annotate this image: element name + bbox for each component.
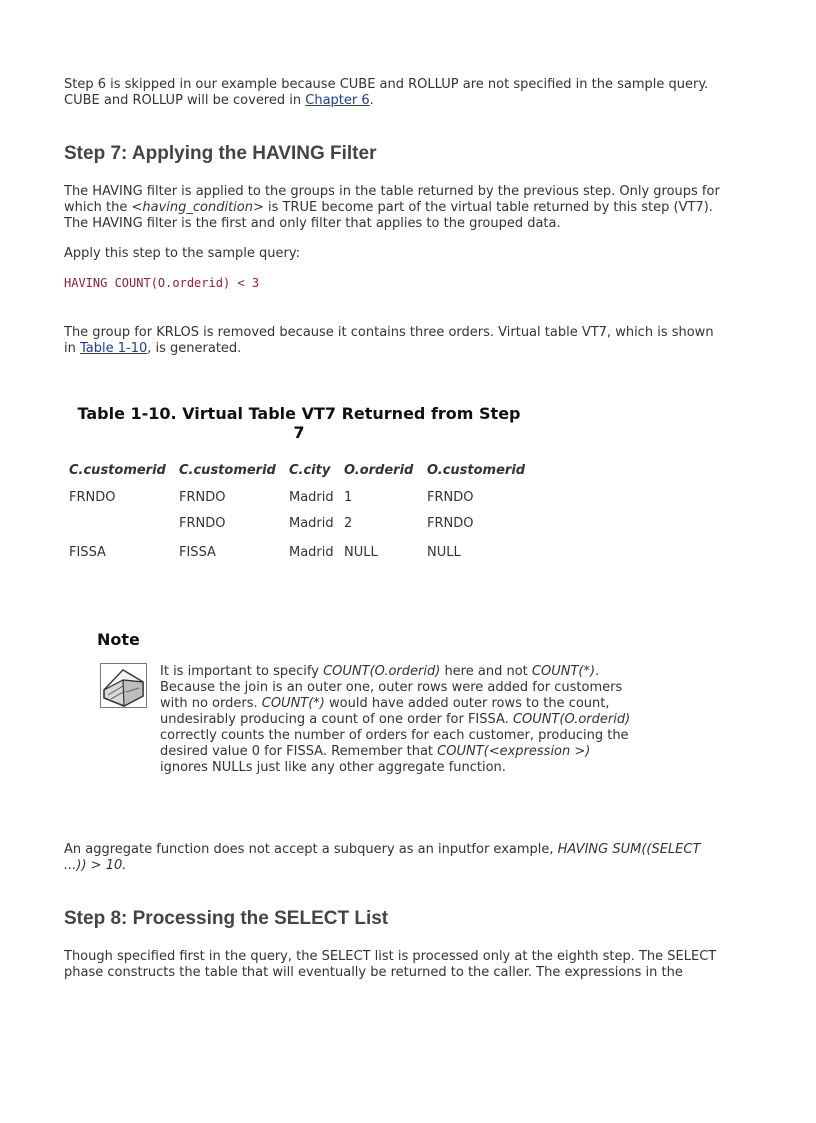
note-line-2: Because the join is an outer one, outer rows were added for customers: [160, 680, 623, 695]
step7-para1-line3: The HAVING filter is the first and only filter that applies to the grouped data.: [64, 216, 561, 231]
note-text: would have added outer rows to the count,: [324, 696, 610, 711]
intro-period: .: [369, 93, 374, 108]
aggregate-line-1: [64, 842, 700, 858]
note-text: .: [595, 664, 600, 679]
para1-text-b: is TRUE become part of the virtual table returned by this step (VT7).: [263, 200, 713, 215]
note-text: with no orders.: [160, 696, 262, 711]
para1-text-a: which the: [64, 200, 132, 215]
note-text: It is important to specify: [160, 664, 324, 679]
aggregate-emphasis: HAVING SUM((SELECT: [557, 842, 701, 857]
apply-step-text: Apply this step to the sample query:: [64, 246, 300, 261]
note-text: here and not: [440, 664, 532, 679]
table-cell: Madrid: [289, 490, 334, 505]
table-header-cell: C.customerid: [69, 463, 166, 478]
para2-text-b: , is generated.: [147, 341, 242, 356]
table-header-cell: C.city: [289, 463, 331, 478]
note-line-1: [160, 664, 599, 680]
table-1-10-link[interactable]: Table 1-10: [79, 341, 148, 356]
aggregate-line-2: [64, 858, 126, 874]
note-line-5: correctly counts the number of orders for each customer, producing the: [160, 728, 629, 743]
intro-line-1: Step 6 is skipped in our example because CUBE and ROLLUP are not specified in the sample query.: [64, 77, 709, 92]
aggregate-text: An aggregate function does not accept a subquery as an inputfor example,: [64, 842, 558, 857]
table-cell: NULL: [344, 545, 378, 560]
table-cell: FRNDO: [427, 516, 474, 531]
table-cell: FISSA: [69, 545, 106, 560]
step7-heading: Step 7: Applying the HAVING Filter: [64, 143, 377, 164]
table-header-cell: C.customerid: [179, 463, 276, 478]
table-cell: FRNDO: [427, 490, 474, 505]
table-cell: FRNDO: [179, 516, 226, 531]
step8-line-2: phase constructs the table that will eventually be returned to the caller. The expressions in the: [64, 965, 683, 980]
note-emphasis: COUNT(O.orderid): [323, 664, 441, 679]
note-emphasis: COUNT(O.orderid): [512, 712, 631, 727]
having-condition-term: <having_condition>: [131, 200, 264, 215]
table-cell: NULL: [427, 545, 461, 560]
table-header-cell: O.customerid: [427, 463, 526, 478]
note-title: Note: [97, 630, 140, 649]
table-cell: 1: [344, 490, 353, 505]
having-code: HAVING COUNT(O.orderid) < 3: [64, 276, 260, 290]
step8-line-1: Though specified first in the query, the SELECT list is processed only at the eighth step. The SELECT: [64, 949, 717, 964]
note-emphasis: COUNT(*): [531, 664, 596, 679]
step7-para2-line2: [64, 341, 241, 357]
table-title-line1: Table 1-10. Virtual Table VT7 Returned from Step: [77, 404, 521, 423]
table-cell: FISSA: [179, 545, 216, 560]
intro-text: CUBE and ROLLUP will be covered in: [64, 93, 306, 108]
step8-heading: Step 8: Processing the SELECT List: [64, 908, 389, 929]
intro-line-2: [64, 93, 374, 109]
note-icon: [99, 662, 149, 710]
note-line-6: [160, 744, 590, 760]
table-cell: Madrid: [289, 545, 334, 560]
note-emphasis: COUNT(*): [261, 696, 325, 711]
aggregate-emphasis: ...)) > 10.: [64, 858, 127, 873]
table-title: [64, 404, 534, 442]
note-text: desired value 0 for FISSA. Remember that: [160, 744, 438, 759]
table-cell: FRNDO: [179, 490, 226, 505]
table-header-cell: O.orderid: [344, 463, 414, 478]
step7-para2-line1: The group for KRLOS is removed because it contains three orders. Virtual table VT7, which is shown: [64, 325, 714, 340]
step7-para1-line1: The HAVING filter is applied to the groups in the table returned by the previous step. Only groups for: [64, 184, 720, 199]
note-line-4: [160, 712, 630, 728]
step7-para1-line2: [64, 200, 713, 216]
table-cell: 2: [344, 516, 353, 531]
table-title-line2: 7: [293, 423, 305, 442]
note-line-7: ignores NULLs just like any other aggregate function.: [160, 760, 506, 775]
note-text: undesirably producing a count of one order for FISSA.: [160, 712, 513, 727]
para2-text-a: in: [64, 341, 80, 356]
table-cell: FRNDO: [69, 490, 116, 505]
note-emphasis: COUNT(<expression >): [437, 744, 591, 759]
note-line-3: [160, 696, 610, 712]
chapter-6-link[interactable]: Chapter 6: [305, 93, 370, 108]
table-cell: Madrid: [289, 516, 334, 531]
